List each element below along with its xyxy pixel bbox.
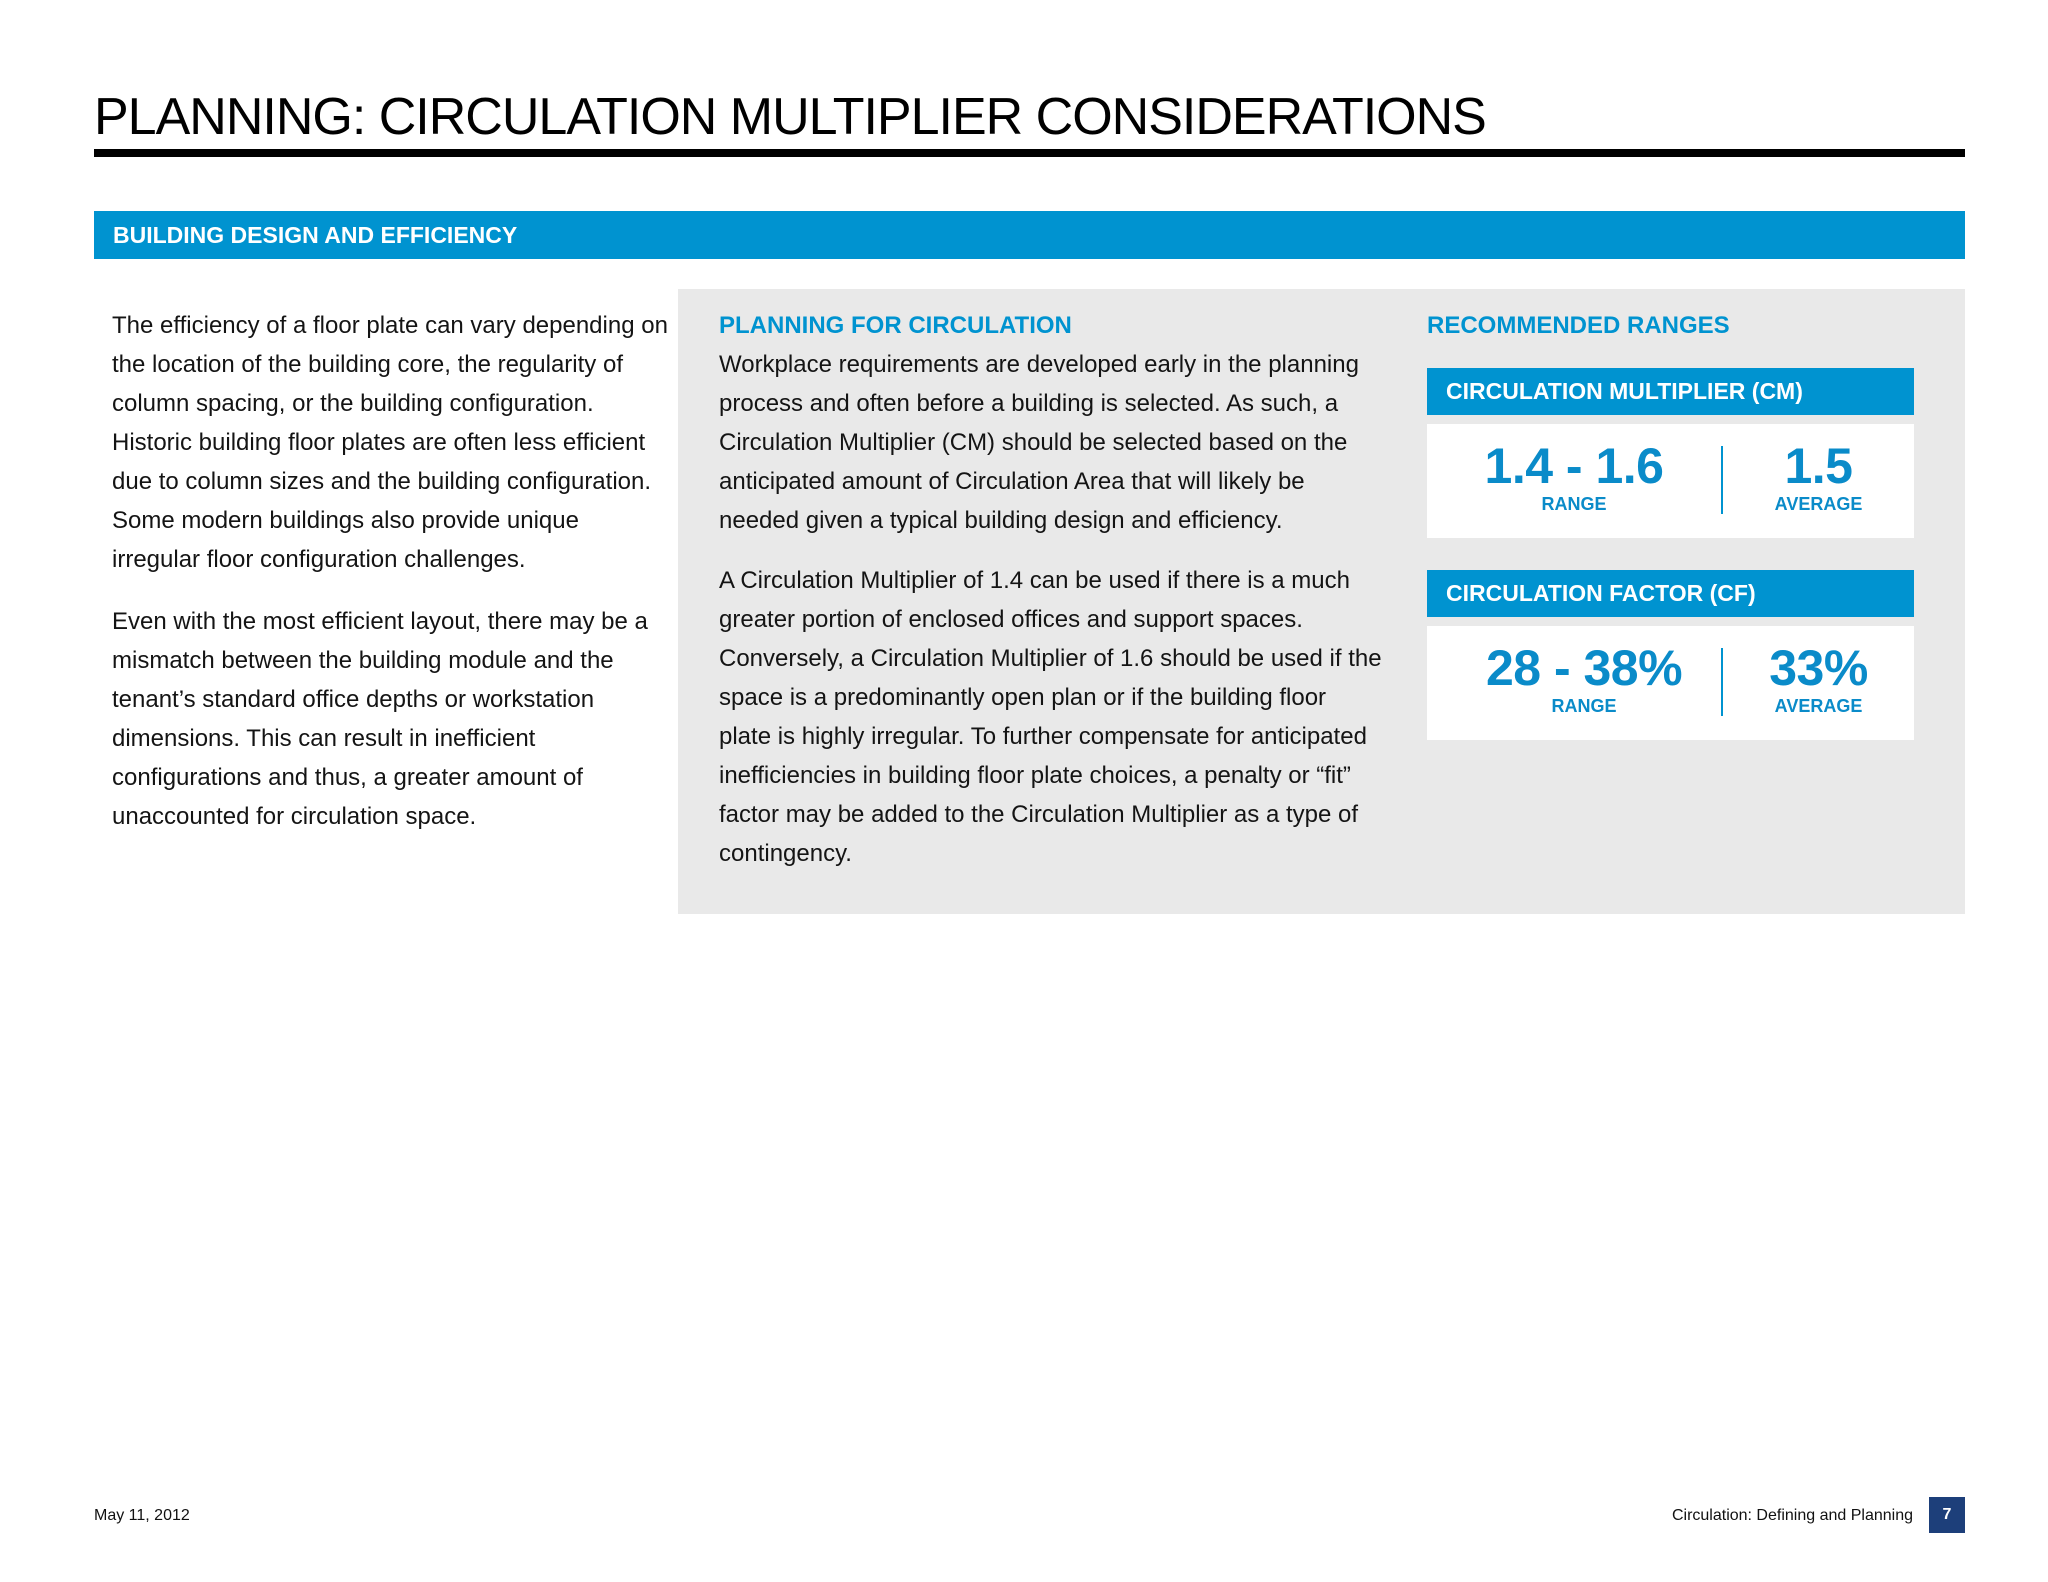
cm-average-value: 1.5 xyxy=(1784,438,1853,494)
left-text-column xyxy=(112,306,672,859)
ranges-column xyxy=(1427,306,1914,345)
section-header-bar: BUILDING DESIGN AND EFFICIENCY xyxy=(94,211,1965,259)
cf-average-value: 33% xyxy=(1769,640,1868,696)
cf-average-label: AVERAGE xyxy=(1774,696,1863,716)
cm-range-stat xyxy=(1427,438,1721,514)
ranges-heading: RECOMMENDED RANGES xyxy=(1427,312,1730,339)
planning-column xyxy=(719,306,1384,894)
page-title: PLANNING: CIRCULATION MULTIPLIER CONSIDERATIONS xyxy=(94,88,1486,146)
cm-average-label: AVERAGE xyxy=(1774,494,1863,514)
planning-paragraph-2: A Circulation Multiplier of 1.4 can be used if there is a much greater portion of enclosed offices and support spaces. Conversely, a Circulation Multiplier of 1.6 should be used if the space is a predominantly open plan or if the building floor plate is highly irregular. To further compensate for anticipated inefficiencies in building floor plate choices, a penalty or “fit” factor may be added to the Circulation Multiplier as a type of contingency. xyxy=(719,567,1382,867)
cf-range-value: 28 - 38% xyxy=(1485,640,1683,696)
cm-average-stat xyxy=(1723,438,1914,514)
footer-document-title: Circulation: Defining and Planning xyxy=(1671,1507,1913,1524)
cf-range-stat xyxy=(1427,640,1741,716)
page-number-badge: 7 xyxy=(1929,1497,1965,1533)
cf-average-stat xyxy=(1723,640,1914,716)
cf-box xyxy=(1427,626,1914,740)
cf-range-label: RANGE xyxy=(1551,696,1617,716)
cm-box xyxy=(1427,424,1914,538)
cf-box-header: CIRCULATION FACTOR (CF) xyxy=(1427,570,1914,617)
left-paragraph-1: The efficiency of a floor plate can vary depending on the location of the building core, the regularity of column spacing, or the building configuration. Historic building floor plates are often less efficient due to column sizes and the building configuration. Some modern buildings also provide unique irregular floor configuration challenges. xyxy=(112,312,668,573)
cm-range-value: 1.4 - 1.6 xyxy=(1484,438,1664,494)
footer-date: May 11, 2012 xyxy=(94,1507,190,1524)
title-rule xyxy=(94,149,1965,157)
left-paragraph-2: Even with the most efficient layout, there may be a mismatch between the building module and the tenant’s standard office depths or workstation dimensions. This can result in inefficient configurations and thus, a greater amount of unaccounted for circulation space. xyxy=(112,608,648,830)
cm-box-header: CIRCULATION MULTIPLIER (CM) xyxy=(1427,368,1914,415)
planning-paragraph-1: Workplace requirements are developed early in the planning process and often before a building is selected. As such, a Circulation Multiplier (CM) should be selected based on the anticipated amount of Circulation Area that will likely be needed given a typical building design and efficiency. xyxy=(719,351,1359,534)
cm-range-label: RANGE xyxy=(1541,494,1607,514)
planning-heading: PLANNING FOR CIRCULATION xyxy=(719,312,1072,339)
